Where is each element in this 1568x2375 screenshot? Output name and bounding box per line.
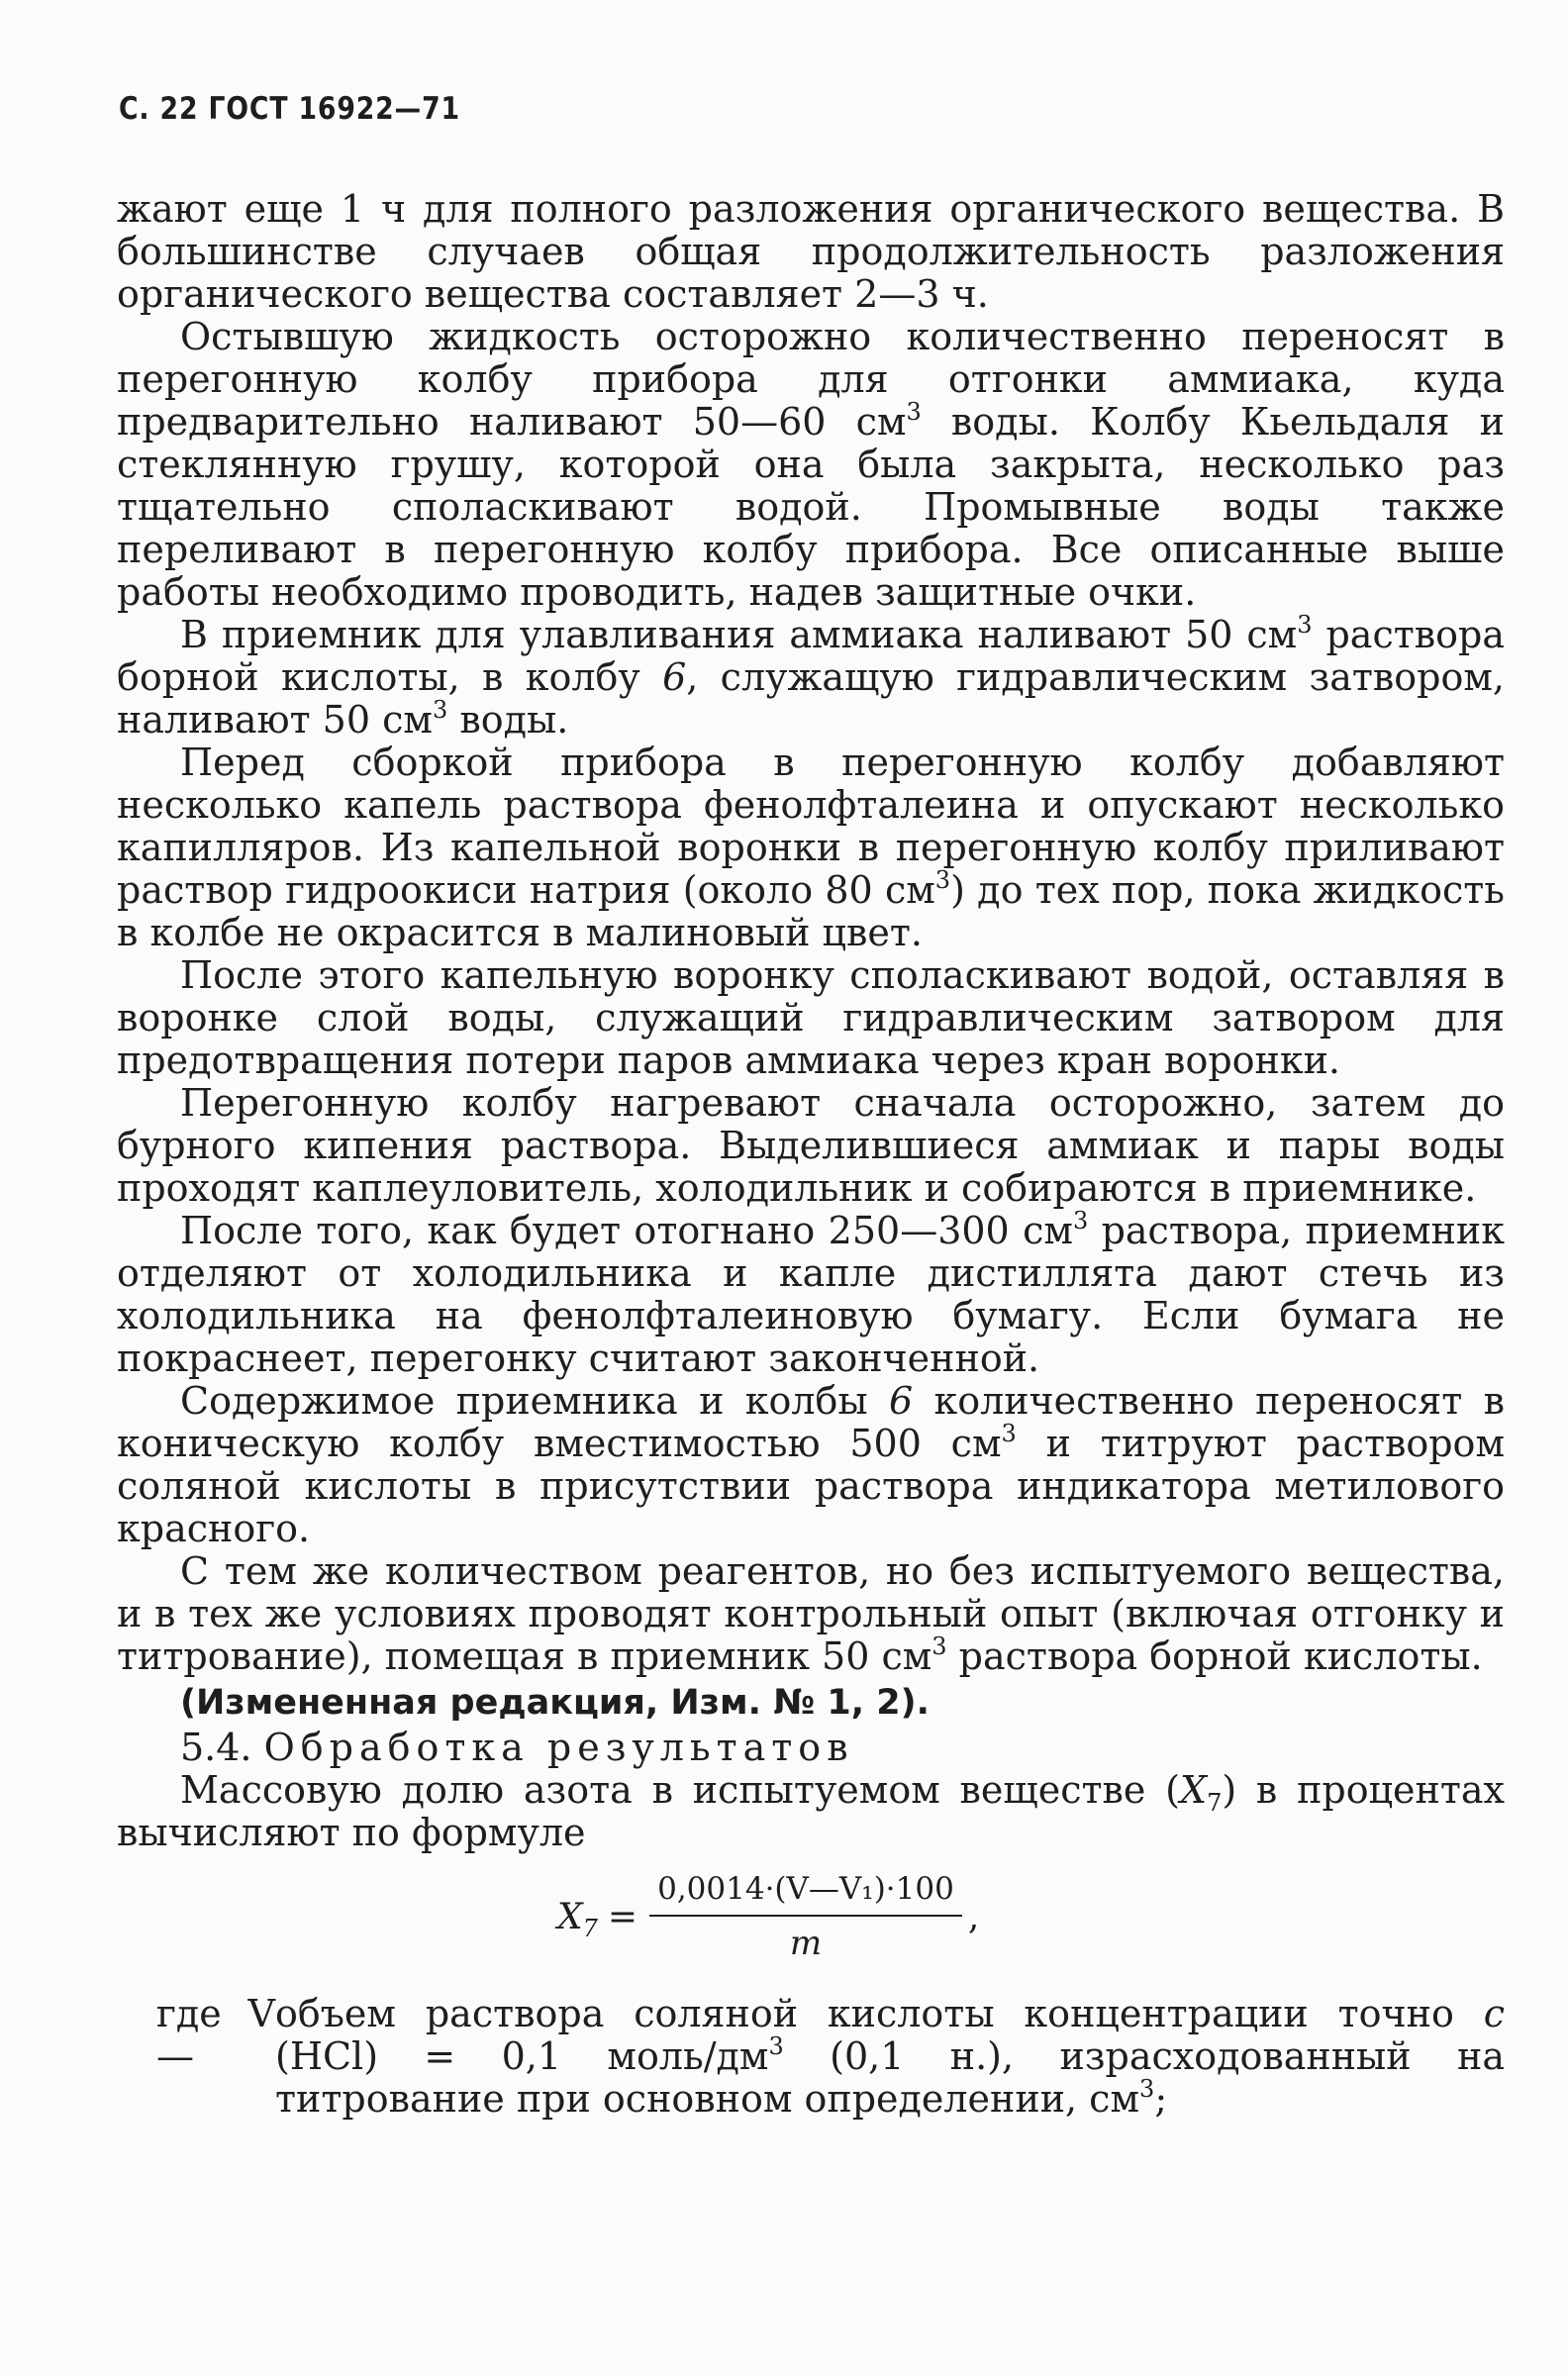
text-run: В приемник для улавливания аммиака наливают 50 см	[180, 613, 1298, 656]
superscript: 3	[931, 1633, 947, 1660]
superscript: 3	[906, 398, 922, 426]
paragraph	[117, 954, 1505, 1082]
text-run: количественно переносят в коническую колбу вместимостью 500 см	[117, 1379, 1505, 1465]
text-run: жают еще 1 ч для полного разложения органического вещества. В большинстве случаев общая продолжительность разложения органического вещества составляет 2—3 ч.	[117, 187, 1505, 316]
subscript: 7	[1207, 1789, 1223, 1817]
text-run: После того, как будет отогнано 250—300 см	[180, 1209, 1073, 1252]
superscript: 3	[1139, 2075, 1155, 2103]
superscript: 3	[934, 866, 951, 894]
paragraph	[117, 188, 1505, 316]
formula-numerator: 0,0014·(V—V₁)·100	[649, 1868, 962, 1917]
text-run: воды. Колбу Кьельдаля и стеклянную грушу, которой она была закрыта, несколько раз тщательно споласкивают водой. Промывные воды также переливают в перегонную колбу прибора. Все описанные выше работы необходимо проводить, надев защитные очки.	[117, 400, 1505, 614]
formula-intro	[117, 1769, 1505, 1854]
formula-tail: ,	[967, 1896, 980, 1937]
text-run: объем раствора соляной кислоты концентрации точно	[275, 1992, 1484, 2035]
page-header: С. 22 ГОСТ 16922—71	[119, 91, 460, 127]
amendment-note-text: (Измененная редакция, Изм. № 1, 2).	[180, 1683, 930, 1723]
superscript: 3	[1001, 1420, 1017, 1447]
formula-lhs-var: X	[557, 1896, 583, 1937]
text-run: Перегонную колбу нагревают сначала осторожно, затем до бурного кипения раствора. Выделившиеся аммиак и пары воды проходят каплеуловитель, холодильник и собираются в приемнике.	[117, 1081, 1505, 1210]
paragraph-list	[117, 188, 1505, 1678]
formula-denominator: m	[789, 1924, 823, 1963]
text-run: (HCl) = 0,1 моль/дм	[275, 2034, 769, 2078]
text-run: (0,1 н.), израсходованный на титрование при основном определении, см	[275, 2034, 1505, 2121]
text-run: раствора борной кислоты, в колбу	[117, 613, 1505, 699]
formula-lhs	[557, 1896, 598, 1942]
paragraph	[117, 611, 1505, 742]
text-run: Массовую долю азота в испытуемом веществе (	[180, 1768, 1180, 1812]
where-row	[117, 1993, 1505, 2121]
paragraph	[117, 742, 1505, 954]
text-run: ) в процентах вычисляют по формуле	[117, 1768, 1505, 1854]
italic-run: X	[1180, 1768, 1208, 1812]
italic-run: с	[1483, 1992, 1505, 2035]
text-run: После этого капельную воронку споласкивают водой, оставляя в воронке слой воды, служащий гидравлическим затвором для предотвращения потери паров аммиака через кран воронки.	[117, 953, 1505, 1082]
superscript: 3	[432, 696, 448, 724]
text-run: ) до тех пор, пока жидкость в колбе не окрасится в малиновый цвет.	[117, 868, 1505, 954]
formula-lhs-sub: 7	[582, 1914, 598, 1942]
italic-run: 6	[888, 1379, 914, 1423]
paragraph	[117, 1082, 1505, 1210]
section-number: 5.4.	[180, 1726, 252, 1769]
formula-fraction	[649, 1868, 962, 1965]
section-title: Обработка результатов	[263, 1726, 854, 1769]
text-run: ;	[1154, 2077, 1168, 2121]
paragraph	[117, 1380, 1505, 1550]
superscript: 3	[1297, 611, 1313, 639]
paragraph	[117, 316, 1505, 614]
text-run: воды.	[447, 698, 569, 742]
formula-block	[117, 1860, 1505, 1987]
text-run: Содержимое приемника и колбы	[180, 1379, 889, 1423]
superscript: 3	[768, 2032, 784, 2060]
text-run: раствора, приемник отделяют от холодильника и капле дистиллята дают стечь из холодильника на фенолфталеиновую бумагу. Если бумага не покраснеет, перегонку считают законченной.	[117, 1209, 1505, 1380]
text-run: раствора борной кислоты.	[946, 1634, 1483, 1678]
text-run: Перед сборкой прибора в перегонную колбу добавляют несколько капель раствора фенолфталеина и опускают несколько капилляров. Из капельной воронки в перегонную колбу приливают раствор гидроокиси натрия (около 80 см	[117, 741, 1505, 912]
text-run: , служащую гидравлическим затвором, наливают 50 см	[117, 655, 1505, 742]
amendment-note	[117, 1680, 1505, 1725]
where-definition	[275, 1993, 1505, 2121]
text-run: и титруют раствором соляной кислоты в присутствии раствора индикатора метилового красного.	[117, 1422, 1505, 1550]
formula-equals: =	[607, 1896, 638, 1937]
italic-run: 6	[662, 655, 687, 699]
superscript: 3	[1072, 1207, 1089, 1235]
body-text	[117, 188, 1505, 2121]
text-run: С тем же количеством реагентов, но без испытуемого вещества, и в тех же условиях проводят контрольный опыт (включая отгонку и титрование), помещая в приемник 50 см	[117, 1549, 1505, 1678]
section-heading	[117, 1727, 1505, 1769]
where-block	[117, 1993, 1505, 2121]
formula	[557, 1868, 979, 1965]
text-run: Остывшую жидкость осторожно количественно переносят в перегонную колбу прибора для отгонки аммиака, куда предварительно наливают 50—60 см	[117, 315, 1505, 444]
where-label: где V —	[156, 1992, 275, 2078]
paragraph	[117, 1550, 1505, 1678]
paragraph	[117, 1207, 1505, 1380]
